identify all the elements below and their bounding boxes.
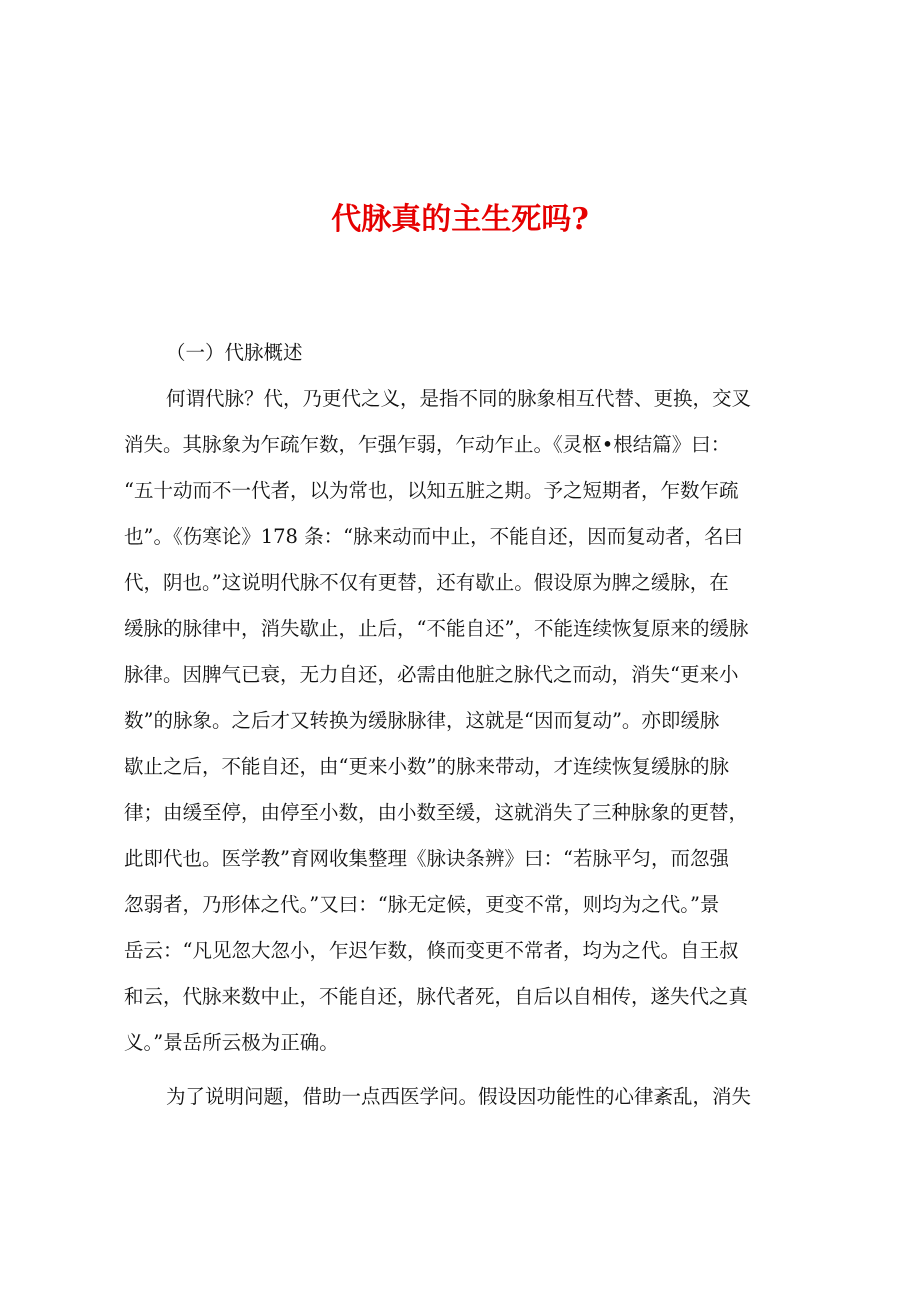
paragraph-line: 何谓代脉？代，乃更代之义，是指不同的脉象相互代替、更换，交叉 (166, 387, 752, 410)
paragraph-line: 消失。其脉象为乍疏乍数，乍强乍弱，乍动乍止。《灵枢•根结篇》曰： (124, 433, 731, 456)
paragraph-line: “五十动而不一代者，以为常也，以知五脏之期。予之短期者，乍数乍疏 (124, 479, 739, 502)
paragraph-line: 为了说明问题，借助一点西医学问。假设因功能性的心律紊乱，消失 (166, 1085, 752, 1108)
paragraph-line: 此即代也。医学教”育网收集整理《脉诀条辨》曰：“若脉平匀，而忽强 (124, 847, 729, 870)
document-body (124, 330, 808, 1120)
paragraph-1 (124, 376, 808, 1066)
paragraph-2 (124, 1074, 808, 1120)
document-title: 代脉真的主生死吗? (331, 202, 589, 237)
section-heading: （一）代脉概述 (166, 341, 303, 364)
paragraph-line: 代，阴也。”这说明代脉不仅有更替，还有歇止。假设原为脾之缓脉，在 (124, 571, 729, 594)
paragraph-line: 岳云：“凡见忽大忽小，乍迟乍数，倏而变更不常者，均为之代。自王叔 (124, 939, 739, 962)
paragraph-line: 脉律。因脾气已衰，无力自还，必需由他脏之脉代之而动，消失“更来小 (124, 663, 739, 686)
paragraph-line: 忽弱者，乃形体之代。”又曰：“脉无定候，更变不常，则均为之代。”景 (124, 893, 720, 916)
paragraph-gap (124, 1066, 808, 1074)
paragraph-line: 缓脉的脉律中，消失歇止，止后，“不能自还”，不能连续恢复原来的缓脉 (124, 617, 749, 640)
paragraph-line: 律；由缓至停，由停至小数，由小数至缓，这就消失了三种脉象的更替， (124, 801, 749, 824)
paragraph-line: 歇止之后，不能自还，由“更来小数”的脉来带动，才连续恢复缓脉的脉 (124, 755, 729, 778)
paragraph-line: 也”。《伤寒论》178 条：“脉来动而中止，不能自还，因而复动者，名曰 (124, 525, 744, 548)
paragraph-line: 义。”景岳所云极为正确。 (124, 1031, 339, 1054)
paragraph-line: 数”的脉象。之后才又转换为缓脉脉律，这就是“因而复动”。亦即缓脉 (124, 709, 720, 732)
paragraph-line: 和云，代脉来数中止，不能自还，脉代者死，自后以自相传，遂失代之真 (124, 985, 749, 1008)
